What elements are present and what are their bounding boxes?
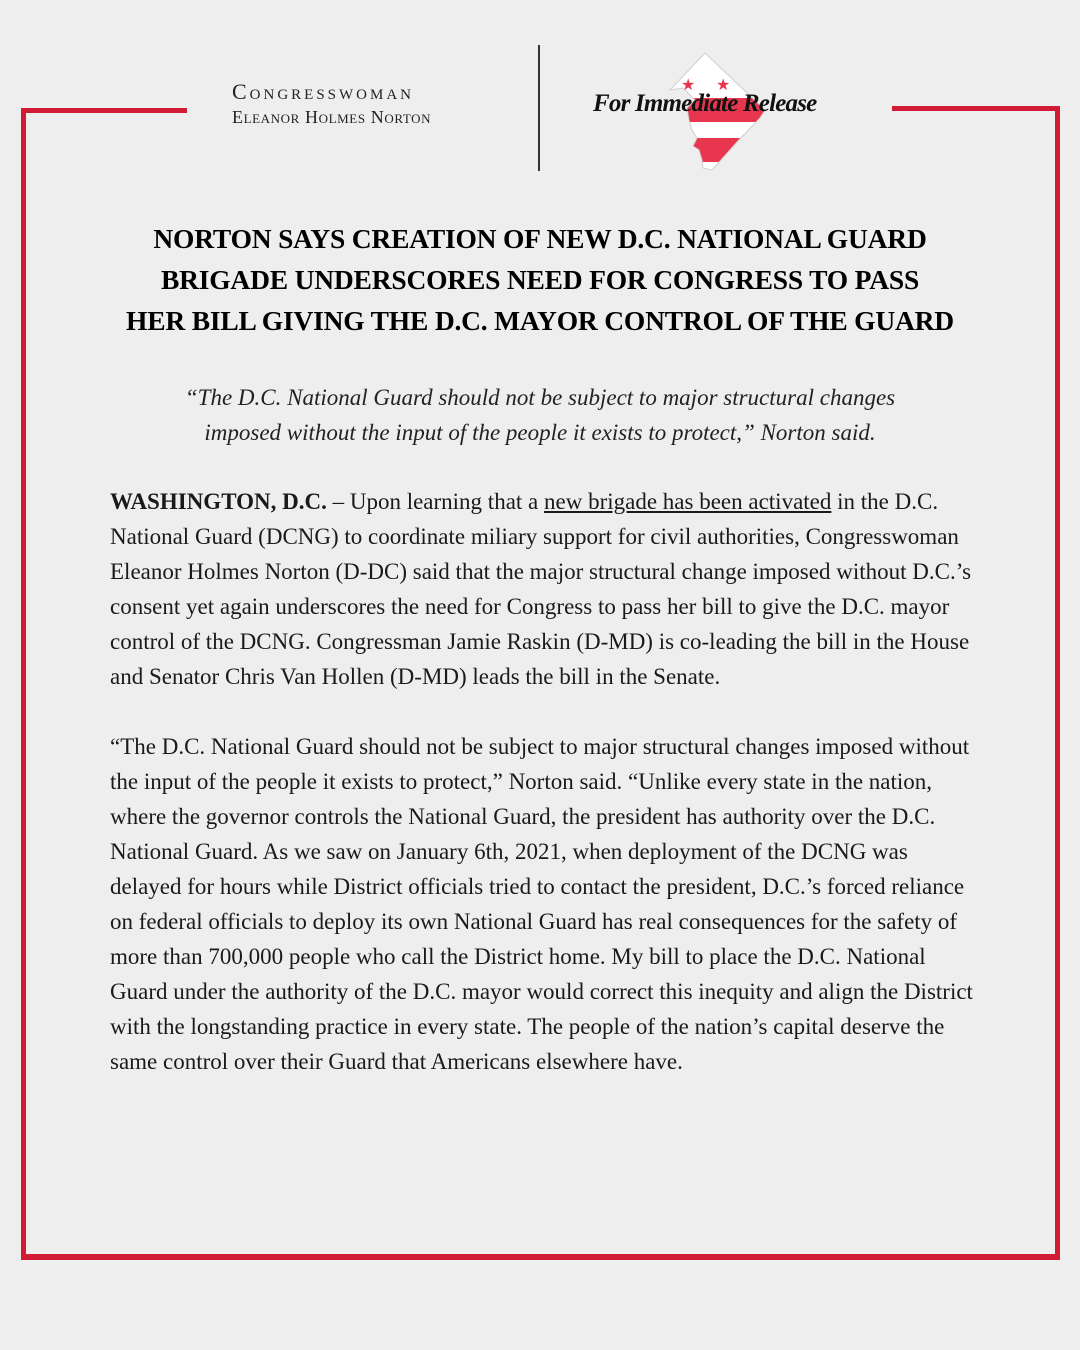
masthead <box>232 80 502 130</box>
pull-quote <box>100 380 980 450</box>
dateline: WASHINGTON, D.C. <box>110 489 327 514</box>
header-divider <box>538 45 540 171</box>
headline-line: NORTON SAYS CREATION OF NEW D.C. NATIONAL GUARD <box>153 223 927 254</box>
headline <box>60 218 1020 341</box>
frame-bottom-rule <box>21 1254 1060 1260</box>
brigade-activated-link[interactable]: new brigade has been activated <box>544 489 832 514</box>
frame-top-right-rule <box>892 106 1060 111</box>
release-badge <box>590 50 850 175</box>
frame-left-rule <box>21 108 26 1260</box>
masthead-name: Eleanor Holmes Norton <box>232 107 432 127</box>
svg-text:★: ★ <box>716 75 731 94</box>
frame-top-left-rule <box>21 108 187 113</box>
headline-line: HER BILL GIVING THE D.C. MAYOR CONTROL OF THE GUARD <box>126 305 954 336</box>
masthead-title: Congresswoman <box>232 79 415 104</box>
pull-quote-line: imposed without the input of the people it exists to protect,” Norton said. <box>204 420 876 445</box>
release-label: For Immediate Release <box>593 90 817 117</box>
frame-right-rule <box>1055 106 1060 1260</box>
paragraph-text: in the D.C. National Guard (DCNG) to coordinate miliary support for civil authorities, Congresswoman Eleanor Holmes Norton (D-DC) said that the major structural change imposed without D.C.’s consent yet again underscores the need for Congress to pass her bill to give the D.C. mayor control of the DCNG. Congressman Jamie Raskin (D-MD) is co-leading the bill in the House and Senator Chris Van Hollen (D-MD) leads the bill in the Senate. <box>110 489 972 689</box>
svg-text:★: ★ <box>681 75 696 94</box>
press-release-body <box>110 484 980 1114</box>
paragraph-2: “The D.C. National Guard should not be subject to major structural changes imposed without the input of the people it exists to protect,” Norton said. “Unlike every state in the nation, where the governor controls the National Guard, the president has authority over the D.C. National Guard. As we saw on January 6th, 2021, when deployment of the DCNG was delayed for hours while District officials tried to contact the president, D.C.’s forced reliance on federal officials to deploy its own National Guard has real consequences for the safety of more than 700,000 people who call the District home. My bill to place the D.C. National Guard under the authority of the D.C. mayor would correct this inequity and align the District with the longstanding practice in every state. The people of the nation’s capital deserve the same control over their Guard that Americans elsewhere have. <box>110 734 973 1074</box>
headline-line: BRIGADE UNDERSCORES NEED FOR CONGRESS TO PASS <box>160 264 920 295</box>
paragraph-text: – Upon learning that a <box>326 489 545 514</box>
pull-quote-line: “The D.C. National Guard should not be subject to major structural changes <box>184 385 896 410</box>
paragraph-1 <box>110 484 980 694</box>
